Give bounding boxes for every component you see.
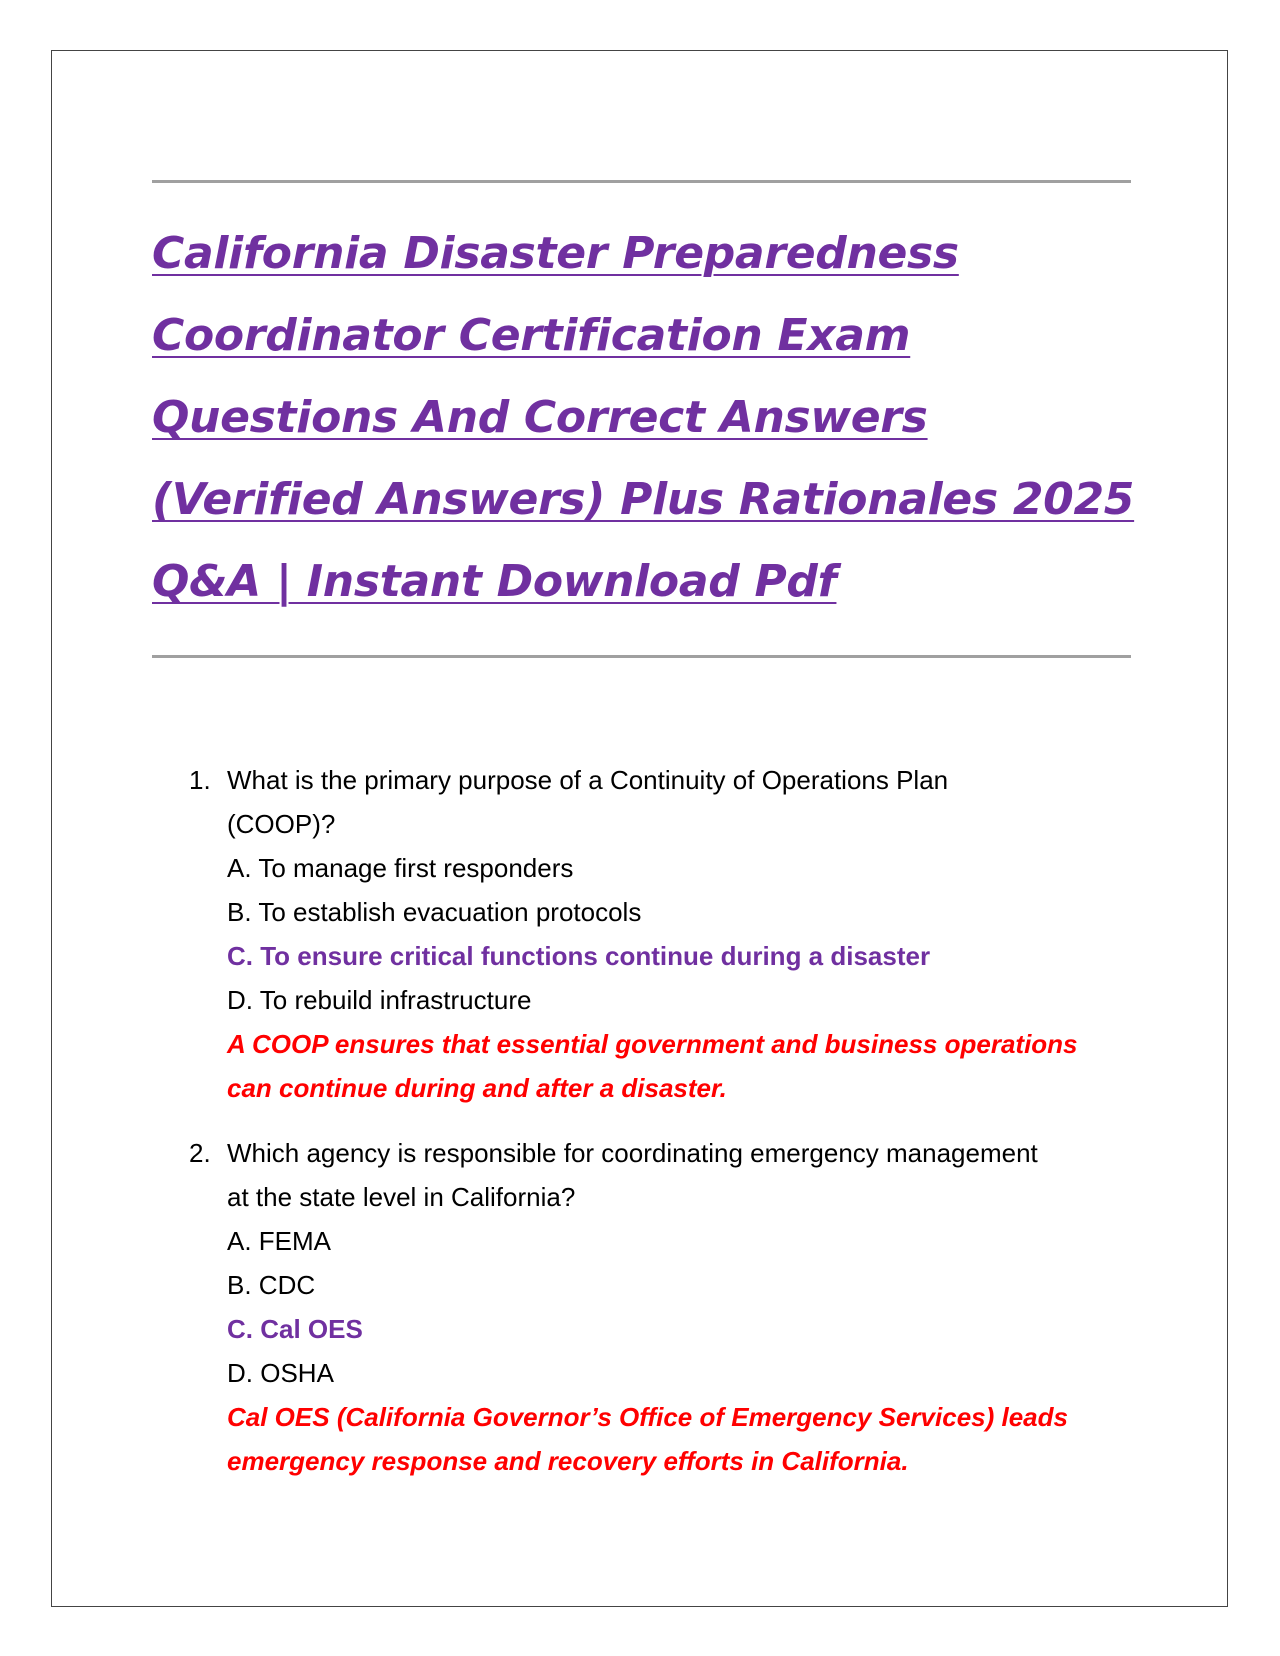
- question-text: What is the primary purpose of a Continuity of Operations Plan: [227, 765, 949, 795]
- question-text: (COOP)?: [227, 809, 336, 839]
- document-page: [51, 50, 1228, 1607]
- question-item: [189, 758, 1109, 1110]
- title-line: California Disaster Preparedness: [152, 228, 959, 279]
- answer-option-b: B. CDC: [227, 1270, 316, 1300]
- question-number: 2.: [189, 1138, 211, 1168]
- answer-option-a: A. To manage first responders: [227, 853, 574, 883]
- title-line: (Verified Answers) Plus Rationales 2025: [152, 474, 1135, 525]
- answer-option-b: B. To establish evacuation protocols: [227, 897, 642, 927]
- question-body: [227, 758, 1109, 1110]
- bottom-divider: [152, 655, 1131, 658]
- answer-option-d: D. To rebuild infrastructure: [227, 985, 532, 1015]
- top-divider: [152, 180, 1131, 183]
- question-body: [227, 1131, 1109, 1483]
- question-text: Which agency is responsible for coordinating emergency management: [227, 1138, 1038, 1168]
- answer-option-c-correct: C. To ensure critical functions continue during a disaster: [227, 941, 931, 971]
- answer-option-c-correct: C. Cal OES: [227, 1314, 363, 1344]
- rationale-text: A COOP ensures that essential government and business operations: [227, 1029, 1078, 1059]
- question-text: at the state level in California?: [227, 1182, 576, 1212]
- rationale-text: can continue during and after a disaster.: [227, 1073, 727, 1103]
- title-line: Q&A | Instant Download Pdf: [152, 556, 837, 607]
- question-number: 1.: [189, 765, 211, 795]
- answer-option-d: D. OSHA: [227, 1358, 334, 1388]
- rationale-text: emergency response and recovery efforts in California.: [227, 1446, 909, 1476]
- title-line: Questions And Correct Answers: [152, 392, 928, 443]
- question-item: [189, 1131, 1109, 1483]
- document-title: [152, 213, 1152, 623]
- title-line: Coordinator Certification Exam: [152, 310, 911, 361]
- answer-option-a: A. FEMA: [227, 1226, 332, 1256]
- rationale-text: Cal OES (California Governor’s Office of Emergency Services) leads: [227, 1402, 1068, 1432]
